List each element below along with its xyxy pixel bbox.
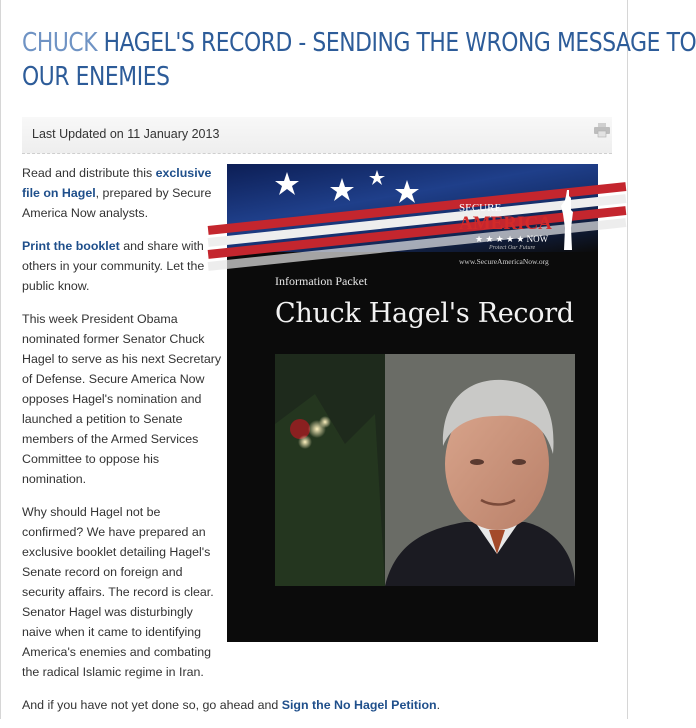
logo-tagline: Protect Our Future [489, 245, 536, 251]
booklet-label: Information Packet [275, 274, 368, 288]
booklet-title: Chuck Hagel's Record [275, 298, 574, 329]
p1-text: Read and distribute this [22, 166, 156, 180]
p5-text: And if you have not yet done so, go ahead and [22, 698, 282, 712]
title-line-2: OUR ENEMIES [22, 62, 170, 92]
portrait-illustration [275, 354, 575, 586]
flag-stars-icon [267, 170, 467, 210]
logo-url: www.SecureAmericaNow.org [459, 257, 549, 266]
hagel-portrait-photo [275, 354, 575, 586]
logo-america: AMERICA [459, 213, 552, 234]
title-rest: HAGEL'S RECORD - SENDING THE WRONG MESSAGE TO [103, 28, 696, 58]
article-title [22, 26, 696, 94]
exclusive-file-link[interactable]: exclusive file on Hagel [22, 166, 212, 200]
paragraph-5 [22, 695, 612, 715]
statue-silhouette-icon [557, 188, 577, 252]
p1-text-end: , prepared by Secure America Now analysts. [22, 186, 212, 220]
paragraph-4: Why should Hagel not be confirmed? We have prepared an exclusive booklet detailing Hagel's Senate record on foreign and security affairs. The record is clear. Senator Hagel was disturbingly naive when it came to identifying America's enemies and combating the radical Islamic regime in Iran. [22, 505, 214, 679]
print-icon[interactable] [594, 123, 610, 137]
article-info-bar [22, 117, 612, 154]
last-updated: Last Updated on 11 January 2013 [32, 127, 220, 141]
logo-secure: SECURE [459, 202, 502, 214]
p2-text: and share with others in your community. Let the public know. [22, 239, 205, 293]
print-booklet-link[interactable]: Print the booklet [22, 239, 120, 253]
paragraph-3: This week President Obama nominated former Senator Chuck Hagel to serve as his next Secretary of Defense. Secure America Now opposes Hagel's nomination and launched a petition to Senate members of the Armed Services Committee to oppose his nomination. [22, 312, 222, 486]
sign-petition-link[interactable]: Sign the No Hagel Petition [281, 698, 437, 712]
logo-now: ★ ★ ★ ★ ★ NOW [475, 234, 549, 244]
p5-text-end: . [436, 698, 441, 712]
title-first-word: CHUCK [22, 28, 98, 58]
booklet-cover-image[interactable] [227, 164, 598, 642]
